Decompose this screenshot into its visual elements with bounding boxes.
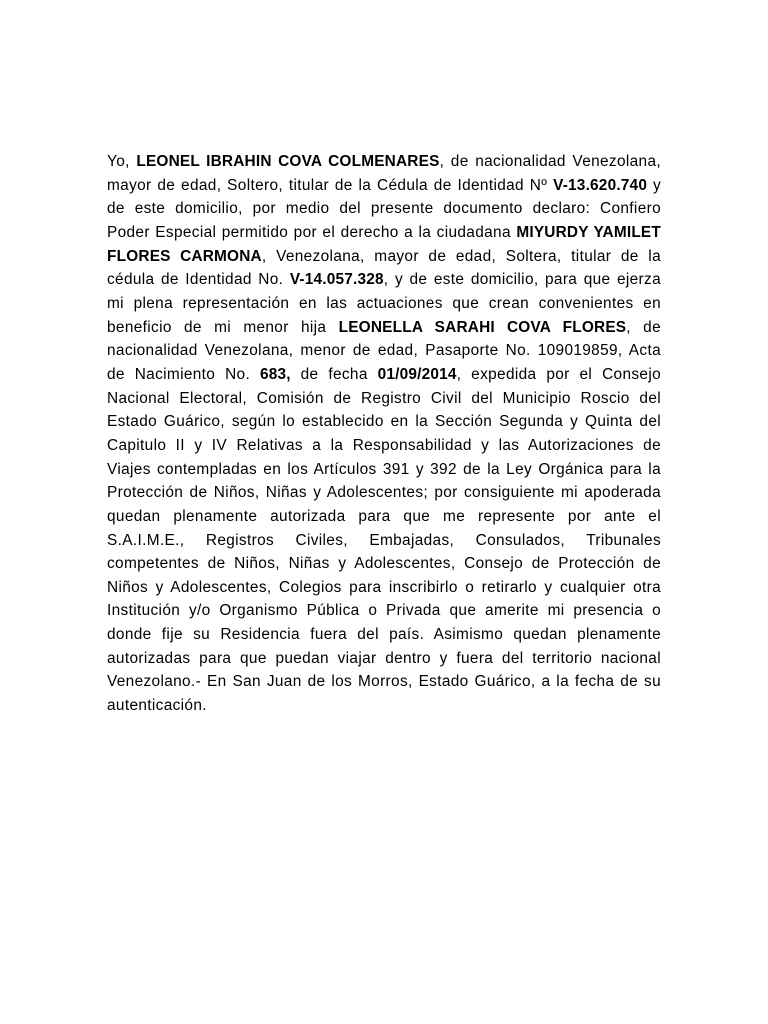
text-run: y de este domicilio, por medio del presente documento declaro: Confiero Poder Especial permitido por el derecho a la ciudadana xyxy=(107,176,662,241)
grantor-id-number: V-13.620.740 xyxy=(553,176,648,194)
text-run: , Venezolana, mayor de edad, Soltera, titular de la cédula de Identidad No. xyxy=(107,247,661,289)
text-run: , de nacionalidad Venezolana, mayor de edad, Soltero, titular de la Cédula de Identidad Nº xyxy=(107,153,662,194)
text-run: , de nacionalidad Venezolana, menor de edad, Pasaporte No. 109019859, Acta de Nacimiento No. xyxy=(107,318,661,383)
text-run: Yo, xyxy=(107,153,137,170)
birth-record-date: 01/09/2014 xyxy=(377,365,457,383)
minor-name: LEONELLA SARAHI COVA FLORES xyxy=(338,318,627,336)
attorney-name: MIYURDY YAMILET FLORES CARMONA xyxy=(107,223,661,265)
text-run: , expedida por el Consejo Nacional Electoral, Comisión de Registro Civil del Municipio Roscio del Estado Guárico, según lo establecido en la Sección Segunda y Quinta del Capitulo II y IV Relativas a la Responsabilidad y las Autorizaciones de Viajes contempladas en los Artículos 391 y 392 de la Ley Orgánica para la Protección de Niños, Niñas y Adolescentes; por consiguiente mi apoderada quedan plenamente autorizada para que me represente por ante el S.A.I.M.E., Registros Civiles, Embajadas, Consulados, Tribunales competentes de Niños, Niñas y Adolescentes, Consejo de Protección de Niños y Adolescentes, Colegios para inscribirlo o retirarlo y cualquier otra Institución y/o Organismo Pública o Privada que amerite mi presencia o donde fije su Residencia fuera del país. Asimismo quedan plenamente autorizadas para que puedan viajar dentro y fuera del territorio nacional Venezolano.- En San Juan de los Morros, Estado Guárico, a la fecha de su autenticación. xyxy=(107,365,661,715)
grantor-name: LEONEL IBRAHIN COVA COLMENARES xyxy=(136,153,440,170)
birth-record-number: 683, xyxy=(259,365,291,383)
text-run: de fecha xyxy=(290,365,378,383)
power-of-attorney-paragraph xyxy=(107,150,661,718)
attorney-id-number: V-14.057.328 xyxy=(289,271,384,289)
text-run: , y de este domicilio, para que ejerza mi plena representación en las actuaciones que crean convenientes en beneficio de mi menor hija xyxy=(107,271,661,336)
